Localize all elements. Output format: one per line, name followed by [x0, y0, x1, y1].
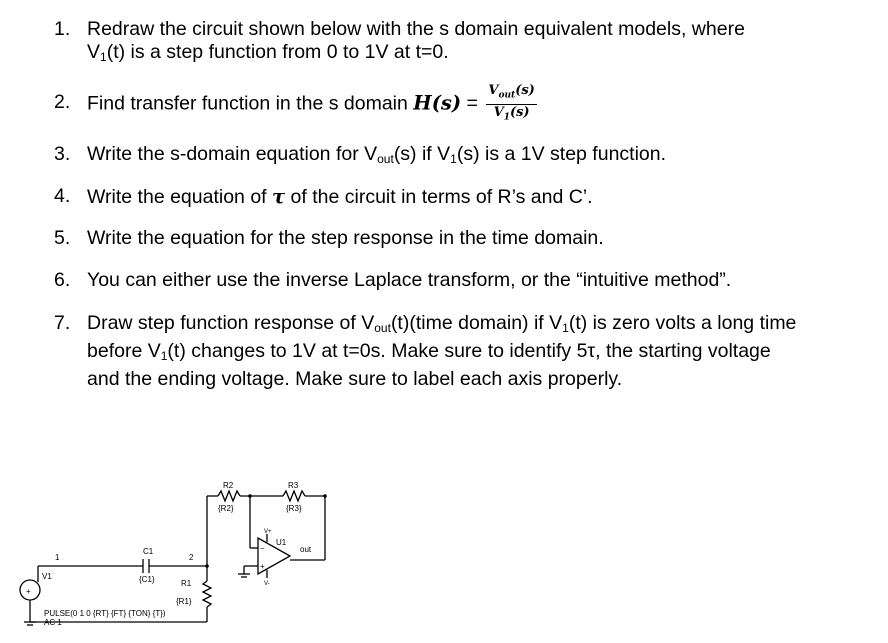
- question-text: [87, 143, 666, 171]
- node-2-label: 2: [189, 553, 194, 562]
- question-line: [87, 340, 796, 368]
- vminus-label: V-: [264, 581, 270, 587]
- text-fragment: (s) if V: [393, 143, 451, 165]
- text-fragment: (t) is zero volts a long time: [568, 312, 797, 334]
- subscript: 1: [160, 349, 168, 363]
- r3-resistor: [283, 491, 305, 501]
- subscript: out: [498, 90, 516, 101]
- transfer-fraction: [486, 83, 536, 125]
- vplus-label: V+: [264, 529, 272, 535]
- text-fragment: V: [488, 83, 499, 98]
- minus-label: −: [260, 544, 265, 553]
- question-number: 5.: [54, 227, 71, 249]
- question-line: Redraw the circuit shown below with the s domain equivalent models, where: [87, 18, 745, 40]
- question-line: and the ending voltage. Make sure to label each axis properly.: [87, 368, 623, 390]
- text-fragment: before V: [87, 340, 161, 362]
- text-fragment: (s) is a 1V step function.: [456, 143, 667, 165]
- r1-label: R1: [181, 579, 192, 588]
- question-line: [87, 312, 796, 340]
- subscript: 1: [100, 50, 107, 64]
- text-fragment: (s): [509, 104, 530, 120]
- r1-resistor: [203, 581, 211, 607]
- r2-resistor: [218, 491, 240, 501]
- question-text: You can either use the inverse Laplace transform, or the “intuitive method”.: [87, 269, 732, 291]
- question-number: 2.: [54, 91, 71, 113]
- out-label: out: [300, 545, 312, 554]
- fraction-denominator: [486, 105, 536, 126]
- question-number: 3.: [54, 143, 71, 165]
- v1-plus: +: [26, 587, 31, 596]
- question-text: Write the equation for the step response in the time domain.: [87, 227, 604, 249]
- v1-label: V1: [42, 572, 52, 581]
- text-fragment: Write the equation of: [87, 186, 273, 208]
- text-fragment: (s): [515, 83, 535, 98]
- math-symbol: (s): [431, 91, 462, 115]
- subscript: out: [377, 152, 394, 166]
- junction-node: [205, 564, 209, 568]
- question-number: 7.: [54, 312, 71, 334]
- node-1-label: 1: [55, 553, 60, 562]
- question-number: 4.: [54, 185, 71, 207]
- question-text: [87, 185, 593, 209]
- subscript: 1: [562, 321, 569, 335]
- r3-label: R3: [288, 481, 299, 490]
- question-number: 1.: [54, 18, 71, 40]
- text-fragment: Find transfer function in the s domain: [87, 92, 414, 115]
- r2-label: R2: [223, 481, 234, 490]
- question-text: [87, 18, 745, 69]
- fraction-numerator: [486, 83, 536, 105]
- pulse-spec: PULSE(0 1 0 {RT} {FT} {TON} {T}): [44, 609, 166, 618]
- text-fragment: V: [493, 104, 504, 120]
- subscript: out: [374, 321, 391, 335]
- text-fragment: V: [87, 41, 101, 63]
- question-text: [87, 312, 796, 391]
- junction-node: [323, 494, 327, 498]
- plus-label: +: [260, 562, 265, 571]
- math-symbol: H: [413, 91, 432, 115]
- u1-label: U1: [276, 538, 287, 547]
- subscript: 1: [450, 152, 457, 166]
- text-fragment: Draw step function response of V: [87, 312, 375, 334]
- text-fragment: (t) is a step function from 0 to 1V at t=0.: [106, 41, 449, 63]
- equals-sign: =: [461, 92, 484, 115]
- r3-value: {R3}: [286, 504, 302, 513]
- r2-value: {R2}: [218, 504, 234, 513]
- question-text: [87, 83, 537, 125]
- text-fragment: (t) changes to 1V at t=0s. Make sure to identify 5τ, the starting voltage: [167, 340, 771, 362]
- c1-value: {C1}: [139, 575, 155, 584]
- circuit-schematic: [0, 470, 888, 643]
- question-number: 6.: [54, 269, 71, 291]
- ac-spec: AC 1: [44, 618, 62, 627]
- subscript: 1: [503, 112, 510, 123]
- text-fragment: (t)(time domain) if V: [390, 312, 563, 334]
- tau-symbol: τ: [272, 185, 286, 208]
- r1-value: {R1}: [176, 597, 192, 606]
- text-fragment: Write the s-domain equation for V: [87, 143, 378, 165]
- question-line: [87, 41, 745, 69]
- junction-node: [248, 494, 252, 498]
- c1-label: C1: [143, 547, 154, 556]
- text-fragment: of the circuit in terms of R’s and C’.: [285, 186, 593, 208]
